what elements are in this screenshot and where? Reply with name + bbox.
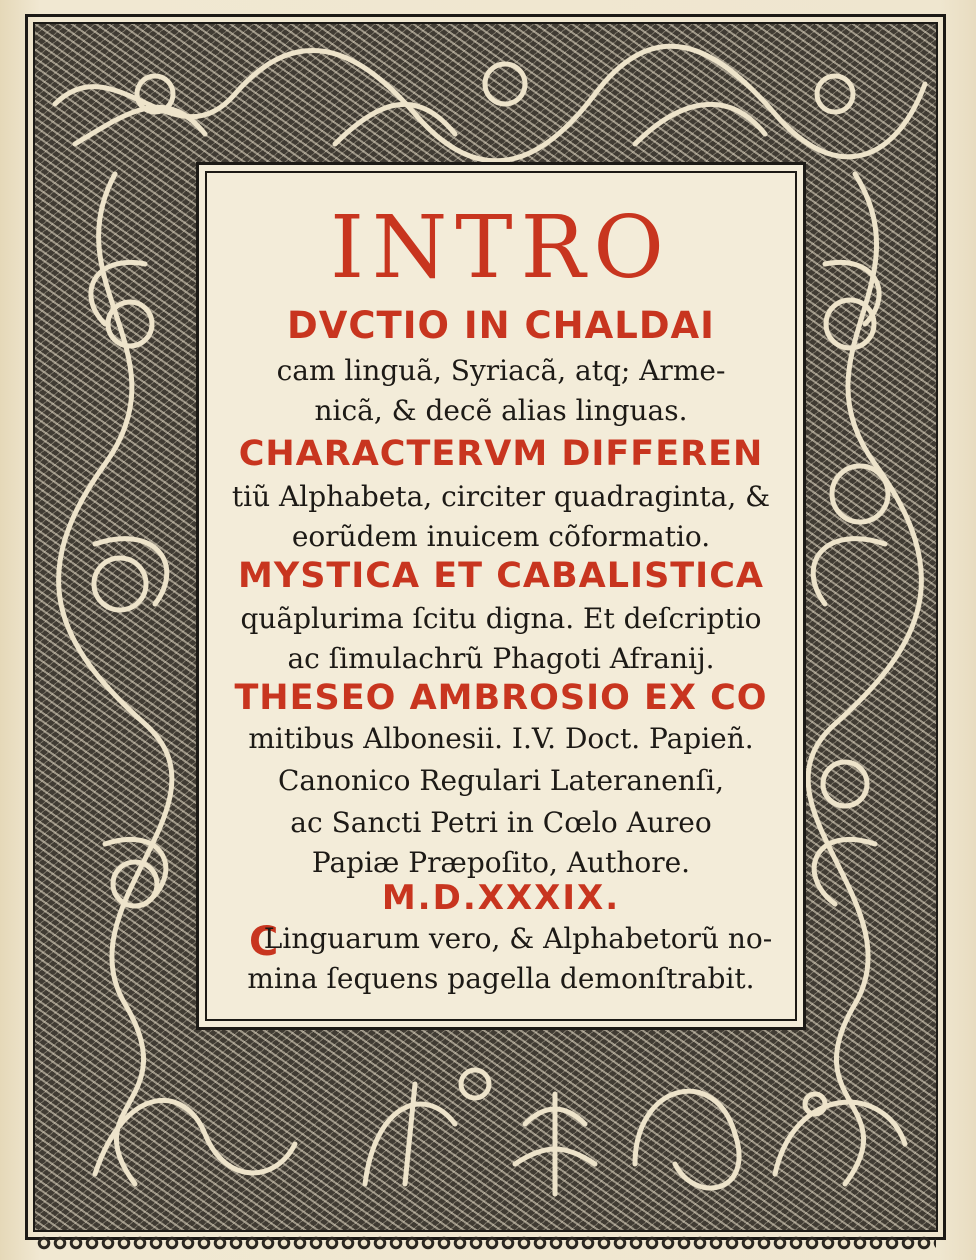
title-line-8: MYSTICA ET CABALISTICA [238, 556, 764, 596]
title-line-6: tiũ Alphabeta, circiter quadraginta, & [231, 480, 771, 513]
title-line-2: DVCTIO IN CHALDAI [287, 304, 715, 347]
note-line-2: mina ſequens pagella demonſtrabit. [247, 962, 755, 995]
author-line-1: THESEO AMBROSIO EX CO [234, 678, 768, 718]
title-line-5: CHARACTERVM DIFFEREN [238, 434, 764, 474]
author-line-3: Canonico Regulari Lateranenſi, [278, 764, 724, 797]
beaded-bottom-rule [36, 1234, 936, 1252]
imprint-date: M.D.XXXIX. [381, 878, 621, 918]
note-line-1: Linguarum vero, & Alphabetorũ no- [263, 922, 773, 955]
title-text-panel [196, 162, 806, 1030]
author-line-2: mitibus Albonesii. I.V. Doct. Papieñ. [248, 722, 754, 755]
title-line-4: nicã, & decẽ alias linguas. [314, 394, 688, 427]
author-line-5: Papiæ Præpoſito, Authore. [311, 846, 691, 879]
author-line-4: ac Sancti Petri in Cœlo Aureo [290, 806, 712, 839]
title-line-7: eorũdem inuicem cõformatio. [291, 520, 711, 553]
title-line-1: INTRO [330, 198, 672, 298]
title-line-9: quãplurima ſcitu digna. Et deſcriptio [240, 602, 762, 635]
title-line-10: ac ſimulachrũ Phagoti Afranij. [287, 642, 715, 675]
title-line-3: cam linguã, Syriacã, atq; Arme- [276, 354, 726, 387]
